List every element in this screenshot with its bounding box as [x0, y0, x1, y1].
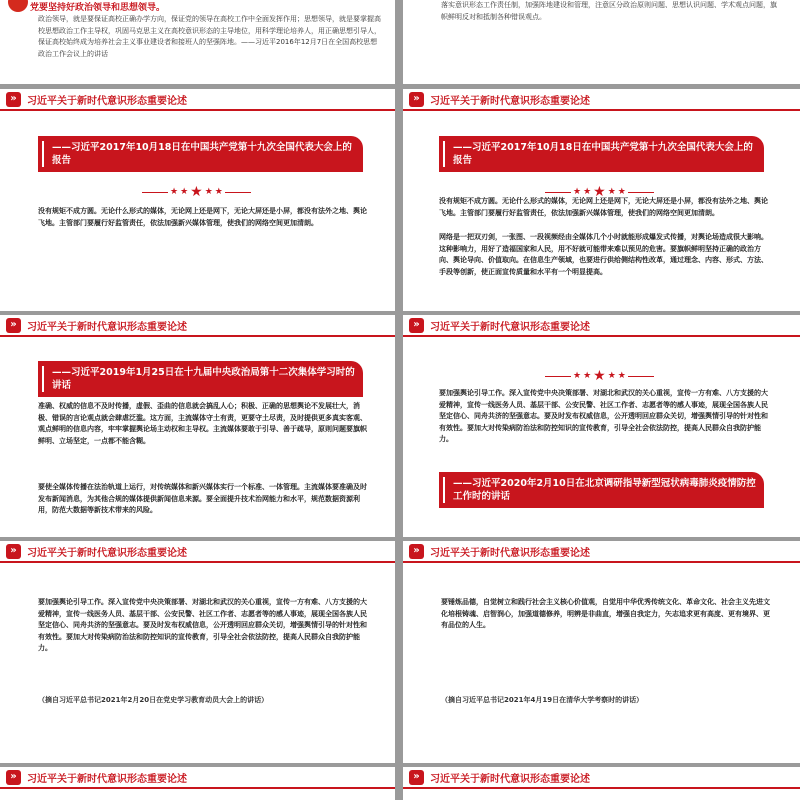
- section-title: 习近平关于新时代意识形态重要论述: [430, 547, 590, 559]
- quote-banner: [439, 136, 764, 172]
- star-icon: ★: [593, 368, 606, 384]
- body-text: 准确、权威的信息不及时传播，虚假、歪曲的信息就会搞乱人心；积极、正确的思想舆论不发展壮大，消极、错误的言论观点就会肆虐泛滥。这方面，主流媒体守土有责，更要守土尽责，及时提供更多真实客观、观点鲜明的信息内容，牢牢掌握舆论场主动权和主导权。主流媒体要敢于引导、善于疏导，原则问题要旗帜鲜明、立场坚定，一点都不能含糊。: [38, 402, 367, 445]
- party-emblem-icon: [8, 0, 28, 12]
- section-title: 习近平关于新时代意识形态重要论述: [27, 547, 187, 559]
- quote-banner: [38, 136, 363, 172]
- body-text: 要加强舆论引导工作。深入宣传党中央决策部署、对湖北和武汉的关心重视，宣传一方有难、八方支援的大爱精神，宣传一线医务人员、基层干部、公安民警、社区工作者、志愿者等的感人事迹，展现全国各族人民坚定信心、同舟共济的坚强意志。要及时发布权威信息，公开透明回应群众关切，增强舆情引导的针对性和有效性。要加大对传染病防治法和防控知识的宣传教育，引导全社会依法防控，提高人民群众自我防护能力。: [38, 598, 367, 652]
- body-text: 落实意识形态工作责任制，加强阵地建设和管理，注意区分政治原则问题、思想认识问题、学术观点问题，旗帜鲜明反对和抵制各种错误观点。: [441, 1, 777, 21]
- slide-mid2-right: [403, 315, 800, 537]
- star-icon: ★: [593, 184, 606, 200]
- section-header: [0, 541, 395, 563]
- slide-top-left: [0, 0, 395, 84]
- citation: （摘自习近平总书记2021年4月19日在清华大学考察时的讲话）: [441, 696, 644, 704]
- double-chevron-icon: »: [409, 92, 424, 107]
- body-text: 政治领导，就是要保证高校正确办学方向，保证党的领导在高校工作中全面发挥作用；思想领导，就是要掌握高校思想政治工作主导权，巩固马克思主义在高校意识形态的主导地位，用科学理论培养人，用正确思想引导人，保证高校始终成为培养社会主义事业建设者和接班人的坚强阵地。——习近平2016年12月7日在全国高校思想政治工作会议上的讲话: [38, 15, 381, 58]
- star-icon: ★: [214, 186, 223, 197]
- star-divider: [142, 185, 251, 199]
- star-icon: ★: [583, 370, 592, 381]
- double-chevron-icon: »: [6, 770, 21, 785]
- double-chevron-icon: »: [6, 318, 21, 333]
- section-title: 习近平关于新时代意识形态重要论述: [27, 773, 187, 785]
- body-text: 网络是一把双刃剑，一张图、一段视频经由全媒体几个小时就能形成爆发式传播，对舆论场造成很大影响。这种影响力，用好了造福国家和人民，用不好就可能带来难以预见的危害。要旗帜鲜明坚持正确的政治方向、舆论导向、价值取向。在信息生产领域，也要进行供给侧结构性改革，通过理念、内容、形式、方法、手段等创新，使正面宣传质量和水平有一个明显提高。: [439, 233, 768, 276]
- star-icon: ★: [617, 186, 626, 197]
- star-icon: ★: [190, 184, 203, 200]
- section-header: [0, 767, 395, 789]
- quote-text: ——习近平2017年10月18日在中国共产党第十九次全国代表大会上的报告: [52, 142, 352, 166]
- star-icon: ★: [180, 186, 189, 197]
- section-title: 习近平关于新时代意识形态重要论述: [430, 773, 590, 785]
- star-icon: ★: [204, 186, 213, 197]
- section-header: [403, 541, 800, 563]
- double-chevron-icon: »: [6, 92, 21, 107]
- section-header: [403, 89, 800, 111]
- double-chevron-icon: »: [409, 770, 424, 785]
- star-icon: ★: [617, 370, 626, 381]
- quote-text: ——习近平2017年10月18日在中国共产党第十九次全国代表大会上的报告: [453, 142, 753, 166]
- star-icon: ★: [573, 186, 582, 197]
- star-divider: [545, 369, 654, 383]
- star-icon: ★: [573, 370, 582, 381]
- body-text: 没有规矩不成方圆。无论什么形式的媒体，无论网上还是网下，无论大屏还是小屏，都没有法外之地、舆论飞地。主管部门要履行好监管责任，依法加强新兴媒体管理，使我们的网络空间更加清朗。: [38, 207, 367, 227]
- double-chevron-icon: »: [409, 318, 424, 333]
- body-text: 要使全媒体传播在法治轨道上运行，对传统媒体和新兴媒体实行一个标准、一体管理。主流媒体要准确及时发布新闻消息，为其他合规的媒体提供新闻信息来源。要全面提升技术治网能力和水平，规范数据资源利用，防范大数据等新技术带来的风险。: [38, 483, 367, 514]
- slide-mid3-right: [403, 541, 800, 763]
- section-title: 习近平关于新时代意识形态重要论述: [27, 321, 187, 333]
- body-text: 要加强舆论引导工作。深入宣传党中央决策部署、对湖北和武汉的关心重视，宣传一方有难、八方支援的大爱精神，宣传一线医务人员、基层干部、公安民警、社区工作者、志愿者等的感人事迹，展现全国各族人民坚定信心、同舟共济的坚强意志。要及时发布权威信息，公开透明回应群众关切，增强舆情引导的针对性和有效性。要加大对传染病防治法和防控知识的宣传教育，引导全社会依法防控，提高人民群众自我防护能力。: [439, 389, 768, 443]
- star-icon: ★: [607, 370, 616, 381]
- quote-text: ——习近平2019年1月25日在十九届中央政治局第十二次集体学习时的讲话: [52, 367, 355, 391]
- body-text: 要锤炼品德，自觉树立和践行社会主义核心价值观，自觉用中华优秀传统文化、革命文化、社会主义先进文化培根铸魂、启智润心，加强道德修养，明辨是非曲直，增强自我定力，矢志追求更有高度、更有境界、更有品位的人生。: [441, 598, 770, 629]
- section-header: [403, 767, 800, 789]
- star-icon: ★: [607, 186, 616, 197]
- quote-text: ——习近平2020年2月10日在北京调研指导新型冠状病毒肺炎疫情防控工作时的讲话: [453, 478, 756, 502]
- section-header: [0, 315, 395, 337]
- slide-bottom-left: [0, 767, 395, 800]
- star-icon: ★: [170, 186, 179, 197]
- slide-bottom-right: [403, 767, 800, 800]
- section-header: [403, 315, 800, 337]
- slide-mid2-left: [0, 315, 395, 537]
- section-title: 习近平关于新时代意识形态重要论述: [27, 95, 187, 107]
- slide-top-right: [403, 0, 800, 84]
- slide-mid3-left: [0, 541, 395, 763]
- quote-banner: [439, 472, 764, 508]
- slide-heading: 党要坚持好政治领导和思想领导。: [30, 3, 166, 13]
- slide-mid1-right: [403, 89, 800, 311]
- body-text: 没有规矩不成方圆。无论什么形式的媒体，无论网上还是网下，无论大屏还是小屏，都没有法外之地、舆论飞地。主管部门要履行好监管责任，依法加强新兴媒体管理，使我们的网络空间更加清朗。: [439, 197, 768, 217]
- star-icon: ★: [583, 186, 592, 197]
- slide-mid1-left: [0, 89, 395, 311]
- quote-banner: [38, 361, 363, 397]
- section-title: 习近平关于新时代意识形态重要论述: [430, 95, 590, 107]
- section-header: [0, 89, 395, 111]
- section-title: 习近平关于新时代意识形态重要论述: [430, 321, 590, 333]
- double-chevron-icon: »: [409, 544, 424, 559]
- double-chevron-icon: »: [6, 544, 21, 559]
- citation: （摘自习近平总书记2021年2月20日在党史学习教育动员大会上的讲话）: [38, 696, 269, 704]
